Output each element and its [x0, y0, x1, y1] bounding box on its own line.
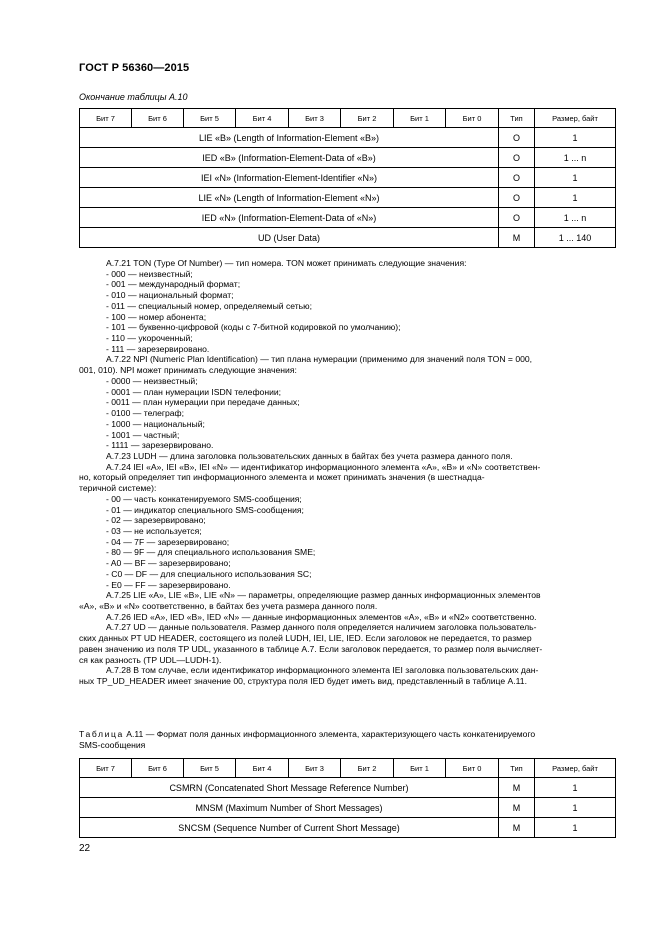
paragraph-line: ся как разность (TP UDL—LUDH-1). [79, 654, 222, 665]
type-cell: O [499, 168, 535, 188]
paragraph-line: - A0 — BF — зарезервировано; [106, 558, 231, 569]
paragraph-line: А.7.22 NPI (Numeric Plan Identification) — тип плана нумерации (применимо для значений поля TON = 000, [106, 354, 533, 365]
paragraph-line: - 02 — зарезервировано; [106, 515, 206, 526]
header-cell: Бит 5 [184, 109, 236, 128]
type-cell: M [499, 778, 535, 798]
table-row [80, 168, 616, 188]
paragraph-line: - 011 — специальный номер, определяемый сетью; [106, 300, 312, 311]
paragraph-line: - 010 — национальный формат; [106, 290, 234, 301]
caption-line [79, 729, 619, 740]
paragraph-line: - 001 — международный формат; [106, 279, 241, 290]
field-cell: SNCSM (Sequence Number of Current Short Message) [80, 818, 499, 838]
paragraph-line: ных TP_UD_HEADER имеет значение 00, структура поля IED будет иметь вид, представленный в таблице А.11. [79, 676, 527, 687]
field-cell: LIE «N» (Length of Information-Element «N») [80, 188, 499, 208]
paragraph-line: - 80 — 9F — для специального использования SME; [106, 547, 316, 558]
table-row [80, 148, 616, 168]
table-a10-caption: Окончание таблицы А.10 [79, 92, 188, 102]
paragraph-line: - 110 — укороченный; [106, 333, 193, 344]
paragraph-line: равен значению из поля TP UDL, указанного в таблице А.7. Если заголовок передается, то размер поля вычисляет- [79, 643, 543, 654]
size-cell: 1 [535, 818, 616, 838]
header-cell: Размер, байт [535, 109, 616, 128]
header-cell: Бит 5 [184, 759, 236, 778]
paragraph-line: ских данных PT UD HEADER, состоящего из полей LUDH, IEI, LIE, IED. Если заголовок не передается, то размер [79, 633, 532, 644]
field-cell: UD (User Data) [80, 228, 499, 248]
paragraph-line: - 111 — зарезервировано. [106, 343, 210, 354]
table-row [80, 818, 616, 838]
caption-text: А.11 — Формат поля данных информационного элемента, характеризующего часть конкатенируемого [123, 729, 536, 739]
field-cell: LIE «B» (Length of Information-Element «B») [80, 128, 499, 148]
body-text [79, 258, 614, 687]
paragraph-line: - 00 — часть конкатенируемого SMS-сообщения; [106, 493, 302, 504]
paragraph-line: - 01 — индикатор специального SMS-сообщения; [106, 504, 304, 515]
table-row [80, 778, 616, 798]
paragraph-line: но, который определяет тип информационного элемента и может принимать значения (в шестнадца- [79, 472, 485, 483]
header-cell: Бит 3 [289, 759, 341, 778]
caption-label: Таблица [79, 729, 124, 739]
header-cell: Бит 1 [394, 759, 446, 778]
header-cell: Бит 4 [236, 109, 289, 128]
size-cell: 1 [535, 168, 616, 188]
size-cell: 1 [535, 798, 616, 818]
size-cell: 1 [535, 128, 616, 148]
type-cell: O [499, 208, 535, 228]
paragraph-line: А.7.23 LUDH — длина заголовка пользовательских данных в байтах без учета размера данного поля. [106, 450, 513, 461]
paragraph-line: - 04 — 7F — зарезервировано; [106, 536, 230, 547]
table-header-row [80, 109, 616, 128]
paragraph-line: А.7.24 IEI «A», IEI «B», IEI «N» — идентификатор информационного элемента «A», «B» и «N» соответствен- [106, 461, 541, 472]
table-row [80, 228, 616, 248]
paragraph-line: - 000 — неизвестный; [106, 268, 193, 279]
field-cell: IED «N» (Information-Element-Data of «N») [80, 208, 499, 228]
type-cell: O [499, 188, 535, 208]
document-header: ГОСТ Р 56360—2015 [79, 62, 190, 74]
paragraph-line: А.7.21 TON (Type Of Number) — тип номера. TON может принимать следующие значения: [106, 258, 467, 268]
paragraph-line: «A», «B» и «N» соответственно, в байтах без учета размера данного поля. [79, 601, 378, 611]
paragraph-line: - 1111 — зарезервировано. [106, 440, 214, 451]
header-cell: Тип [499, 759, 535, 778]
paragraph-line: - 0001 — план нумерации ISDN телефонии; [106, 386, 282, 397]
paragraph-line: - C0 — DF — для специального использования SC; [106, 568, 312, 579]
type-cell: O [499, 148, 535, 168]
table-a11-caption [79, 729, 619, 751]
paragraph-line: - E0 — FF — зарезервировано. [106, 579, 231, 590]
header-cell: Размер, байт [535, 759, 616, 778]
paragraph-line: А.7.26 IED «A», IED «B», IED «N» — данные информационных элементов «A», «B» и «N2» соответственно. [106, 611, 537, 622]
table-row [80, 188, 616, 208]
paragraph-line: - 1001 — частный; [106, 429, 180, 440]
field-cell: CSMRN (Concatenated Short Message Reference Number) [80, 778, 499, 798]
size-cell: 1 ... 140 [535, 228, 616, 248]
field-cell: IEI «N» (Information-Element-Identifier «N») [80, 168, 499, 188]
type-cell: M [499, 228, 535, 248]
header-cell: Бит 6 [132, 109, 184, 128]
header-cell: Бит 6 [132, 759, 184, 778]
paragraph-line: А.7.28 В том случае, если идентификатор информационного элемента IEI заголовка пользовательских дан- [106, 665, 539, 676]
header-cell: Бит 7 [80, 109, 132, 128]
paragraph-line: - 1000 — национальный; [106, 418, 205, 429]
table-a10 [79, 108, 616, 248]
field-cell: IED «B» (Information-Element-Data of «B») [80, 148, 499, 168]
paragraph-line: теричной системе): [79, 483, 157, 494]
header-cell: Бит 1 [394, 109, 446, 128]
header-cell: Тип [499, 109, 535, 128]
header-cell: Бит 3 [289, 109, 341, 128]
table-header-row [80, 759, 616, 778]
header-cell: Бит 2 [341, 109, 394, 128]
paragraph-line: А.7.27 UD — данные пользователя. Размер данного поля определяется наличием заголовка пользователь- [106, 622, 537, 633]
header-cell: Бит 7 [80, 759, 132, 778]
table-a11 [79, 758, 616, 838]
paragraph-line: - 03 — не используется; [106, 525, 202, 536]
size-cell: 1 ... n [535, 208, 616, 228]
type-cell: O [499, 128, 535, 148]
type-cell: M [499, 798, 535, 818]
paragraph-line: А.7.25 LIE «A», LIE «B», LIE «N» — параметры, определяющие размер данных информационных элементов [106, 590, 541, 601]
header-cell: Бит 4 [236, 759, 289, 778]
paragraph-line: - 0011 — план нумерации при передаче данных; [106, 397, 300, 408]
paragraph-line: - 101 — буквенно-цифровой (коды с 7-битной кодировкой по умолчанию); [106, 322, 401, 333]
size-cell: 1 [535, 188, 616, 208]
table-row [80, 128, 616, 148]
size-cell: 1 [535, 778, 616, 798]
paragraph-line: - 0000 — неизвестный; [106, 375, 198, 386]
table-row [80, 208, 616, 228]
header-cell: Бит 0 [446, 109, 499, 128]
paragraph-line: - 100 — номер абонента; [106, 311, 207, 322]
header-cell: Бит 0 [446, 759, 499, 778]
header-cell: Бит 2 [341, 759, 394, 778]
page-number: 22 [79, 843, 91, 854]
type-cell: M [499, 818, 535, 838]
paragraph-line: - 0100 — телеграф; [106, 408, 185, 419]
table-row [80, 798, 616, 818]
caption-line: SMS-сообщения [79, 740, 146, 750]
field-cell: MNSM (Maximum Number of Short Messages) [80, 798, 499, 818]
size-cell: 1 ... n [535, 148, 616, 168]
paragraph-line: 001, 010). NPI может принимать следующие значения: [79, 365, 297, 376]
